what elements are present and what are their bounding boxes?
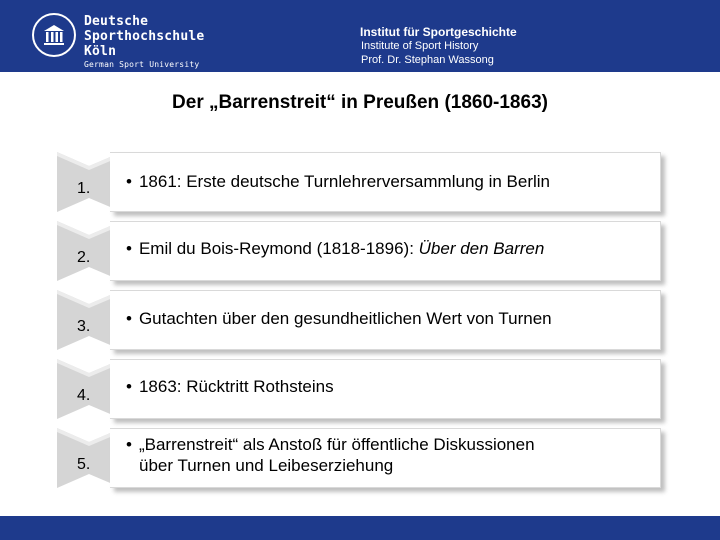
bullet-glyph: • bbox=[126, 309, 132, 328]
building-icon bbox=[32, 13, 76, 57]
item-box bbox=[110, 221, 661, 281]
item-number: 4. bbox=[77, 387, 91, 404]
item-text bbox=[126, 308, 552, 329]
item-number: 3. bbox=[77, 318, 91, 335]
item-text-content: Gutachten über den gesundheitlichen Wert von Turnen bbox=[138, 309, 552, 328]
slide-title: Der „Barrenstreit“ in Preußen (1860-1863) bbox=[172, 92, 548, 113]
header-bar bbox=[0, 0, 720, 81]
item-number: 1. bbox=[77, 180, 91, 197]
logo-line-3: German Sport University Cologne bbox=[84, 60, 200, 81]
logo-text bbox=[84, 14, 222, 83]
item-number: 5. bbox=[77, 456, 91, 473]
item-text bbox=[126, 171, 550, 192]
institute-title: Institut für Sportgeschichte bbox=[360, 25, 517, 39]
bullet-glyph: • bbox=[126, 377, 132, 396]
item-text-italic: Über den Barren bbox=[418, 239, 545, 258]
bullet-glyph: • bbox=[126, 239, 132, 258]
item-box bbox=[110, 359, 661, 419]
bullet-glyph: • bbox=[126, 435, 132, 454]
item-text-line-2: über Turnen und Leibeserziehung bbox=[139, 456, 394, 475]
item-text bbox=[126, 376, 334, 397]
institute-person: Prof. Dr. Stephan Wassong bbox=[361, 54, 494, 66]
item-text-content: 1863: Rücktritt Rothsteins bbox=[138, 377, 334, 396]
item-box bbox=[110, 428, 661, 488]
logo-line-1: Deutsche bbox=[84, 14, 149, 29]
item-box bbox=[110, 290, 661, 350]
item-text-content: „Barrenstreit“ als Anstoß für öffentliche Diskussionen bbox=[138, 435, 535, 454]
list-item bbox=[57, 221, 669, 281]
university-logo[interactable] bbox=[32, 13, 222, 81]
institute-info bbox=[360, 25, 517, 67]
item-text bbox=[126, 434, 535, 476]
bullet-glyph: • bbox=[126, 172, 132, 191]
list-item bbox=[57, 152, 669, 212]
item-text-content: 1861: Erste deutsche Turnlehrerversammlung in Berlin bbox=[138, 172, 550, 191]
logo-line-2: Sporthochschule Köln bbox=[84, 29, 205, 59]
footer-bar bbox=[0, 516, 720, 540]
item-box bbox=[110, 152, 661, 212]
institute-subtitle: Institute of Sport History bbox=[361, 40, 479, 52]
item-text bbox=[126, 238, 544, 259]
list-item bbox=[57, 290, 669, 350]
item-number: 2. bbox=[77, 249, 91, 266]
list-item bbox=[57, 359, 669, 419]
list-item bbox=[57, 428, 669, 488]
item-text-content: Emil du Bois-Reymond (1818-1896): bbox=[138, 239, 419, 258]
